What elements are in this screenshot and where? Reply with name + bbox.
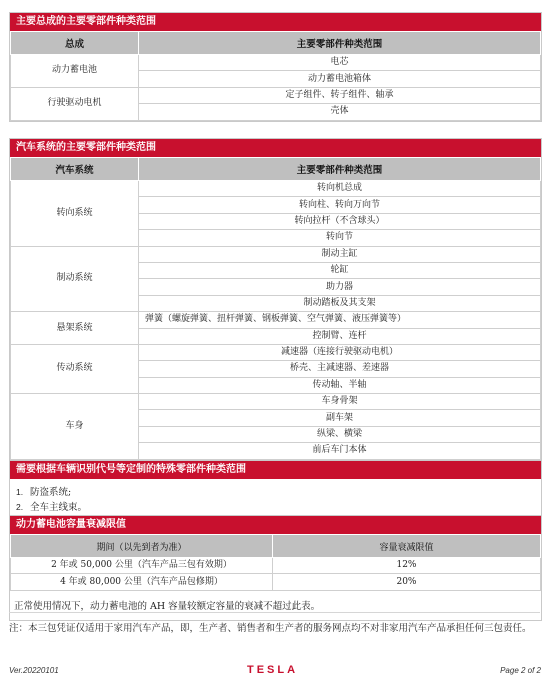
special-parts-section [9, 460, 542, 518]
table-row [11, 87, 541, 103]
group-name-cell: 悬架系统 [11, 312, 139, 345]
part-cell: 控制臂、连杆 [139, 328, 541, 344]
note-text: 注：本三包凭证仅适用于家用汽车产品，即，生产者、销售者和生产者的服务网点均不对非家用汽车产品承担任何三包责任。 [9, 623, 532, 634]
part-cell: 制动主缸 [139, 246, 541, 262]
table-row [11, 558, 541, 574]
column-header: 总成 [11, 32, 139, 55]
part-cell: 转向机总成 [139, 181, 541, 197]
part-cell: 动力蓄电池箱体 [139, 71, 541, 87]
table-row [11, 312, 541, 328]
group-name-cell: 制动系统 [11, 246, 139, 312]
table-row [11, 181, 541, 197]
assembly-parts-section [9, 12, 542, 122]
part-cell: 传动轴、半轴 [139, 377, 541, 393]
part-cell: 纵梁、横梁 [139, 426, 541, 442]
period-cell: 4 年或 80,000 公里（汽车产品包修期） [11, 574, 273, 590]
section-title: 动力蓄电池容量衰减限值 [10, 516, 541, 534]
list-item [16, 485, 541, 500]
column-header: 容量衰减限值 [273, 535, 541, 558]
part-cell: 电芯 [139, 55, 541, 71]
limit-cell: 12% [273, 558, 541, 574]
table-row [11, 344, 541, 360]
assembly-parts-table [10, 31, 541, 121]
group-name-cell: 转向系统 [11, 181, 139, 247]
item-number: 2. [16, 502, 24, 512]
table-row [11, 574, 541, 590]
page-footer [9, 664, 541, 678]
part-cell: 助力器 [139, 279, 541, 295]
version-label: Ver.20220101 [9, 666, 59, 675]
group-name-cell: 传动系统 [11, 344, 139, 393]
part-cell: 壳体 [139, 104, 541, 120]
section-title: 需要根据车辆识别代号等定制的特殊零部件种类范围 [10, 461, 541, 479]
section-title: 汽车系统的主要零部件种类范围 [10, 139, 541, 157]
part-cell: 转向拉杆（不含球头） [139, 213, 541, 229]
battery-degradation-table [10, 534, 541, 591]
list-item [16, 500, 541, 515]
part-cell: 转向柱、转向万向节 [139, 197, 541, 213]
part-cell: 转向节 [139, 230, 541, 246]
divider [9, 612, 540, 613]
item-text: 全车主线束。 [30, 502, 88, 513]
special-parts-list [10, 479, 541, 517]
column-header: 期间（以先到者为准） [11, 535, 273, 558]
section-title: 主要总成的主要零部件种类范围 [10, 13, 541, 31]
part-cell: 制动踏板及其支架 [139, 295, 541, 311]
item-text: 防盗系统; [30, 487, 72, 498]
vehicle-systems-table [10, 157, 541, 460]
column-header: 主要零部件种类范围 [139, 158, 541, 181]
battery-degradation-section [9, 515, 542, 621]
assembly-parts-body [11, 55, 541, 121]
column-header: 主要零部件种类范围 [139, 32, 541, 55]
table-row [11, 55, 541, 71]
period-cell: 2 年或 50,000 公里（汽车产品三包有效期） [11, 558, 273, 574]
group-name-cell: 动力蓄电池 [11, 55, 139, 88]
table-row [11, 394, 541, 410]
part-cell: 弹簧（螺旋弹簧、扭杆弹簧、钢板弹簧、空气弹簧、液压弹簧等） [139, 312, 541, 328]
part-cell: 轮缸 [139, 262, 541, 278]
tesla-logo: TESLA [247, 664, 299, 676]
part-cell: 减速器（连接行驶驱动电机） [139, 344, 541, 360]
part-cell: 桥壳、主减速器、差速器 [139, 361, 541, 377]
part-cell: 定子组件、转子组件、轴承 [139, 87, 541, 103]
item-number: 1. [16, 487, 24, 497]
part-cell: 前后车门本体 [139, 443, 541, 459]
group-name-cell: 车身 [11, 394, 139, 460]
group-name-cell: 行驶驱动电机 [11, 87, 139, 120]
vehicle-systems-section [9, 138, 542, 475]
table-row [11, 246, 541, 262]
page-number: Page 2 of 2 [500, 666, 541, 675]
column-header: 汽车系统 [11, 158, 139, 181]
part-cell: 车身骨架 [139, 394, 541, 410]
limit-cell: 20% [273, 574, 541, 590]
part-cell: 副车架 [139, 410, 541, 426]
vehicle-systems-body [11, 181, 541, 460]
footnote: 正常使用情况下，动力蓄电池的 AH 容量较额定容量的衰减不超过此表。 [14, 600, 321, 612]
